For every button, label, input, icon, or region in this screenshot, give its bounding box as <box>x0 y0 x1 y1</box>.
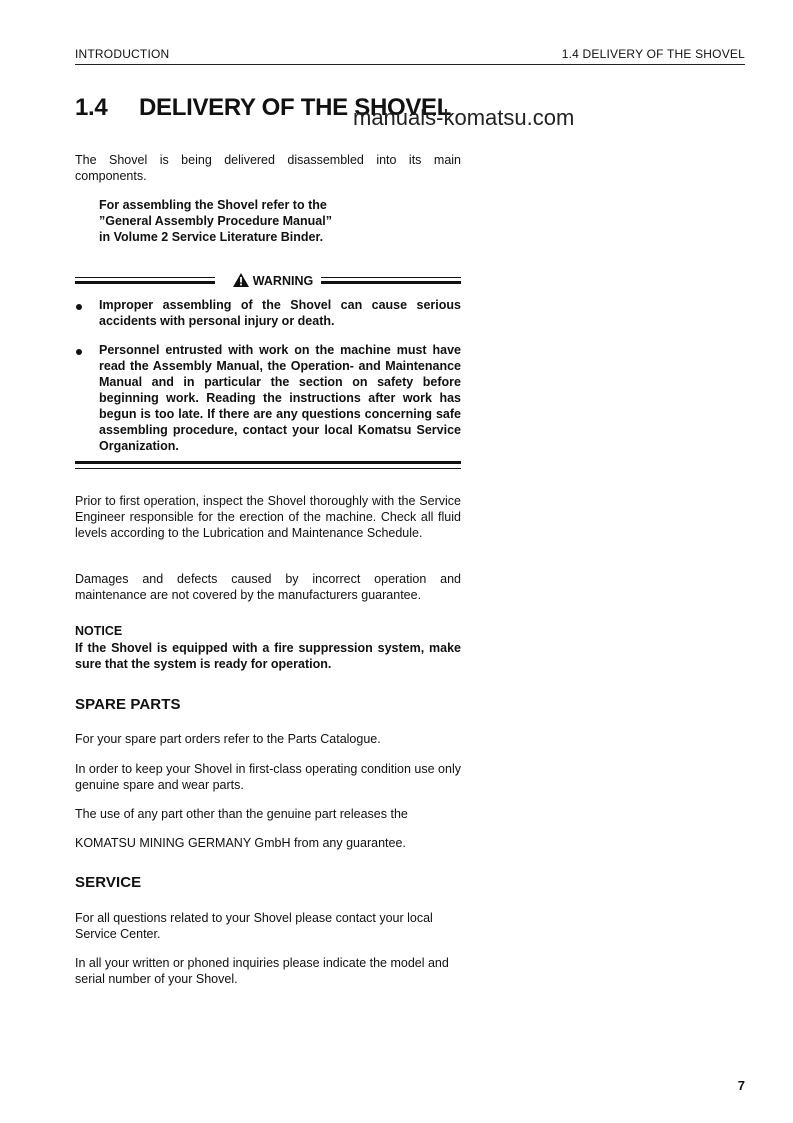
warning-rule <box>75 277 215 278</box>
warning-item: Personnel entrusted with work on the machine must have read the Assembly Manual, the Operation- and Maintenance Manual and in particular the section on safety before beginning work. Reading the instructions after work has begun is too late. If there are any questions concerning safe assembling procedure, contact your local Komatsu Service Organization. <box>99 343 461 453</box>
watermark: manuals-komatsu.com <box>353 105 575 130</box>
spare-parts-paragraph: KOMATSU MINING GERMANY GmbH from any guarantee. <box>75 836 406 850</box>
service-paragraph: For all questions related to your Shovel please contact your local Service Center. <box>75 911 433 941</box>
warning-item: Improper assembling of the Shovel can cause serious accidents with personal injury or death. <box>99 298 461 328</box>
spare-parts-paragraph: The use of any part other than the genuine part releases the <box>75 807 408 821</box>
warning-label: WARNING <box>225 273 321 288</box>
service-heading: SERVICE <box>75 874 142 891</box>
spare-parts-heading: SPARE PARTS <box>75 696 181 713</box>
bullet-icon <box>76 304 82 310</box>
title-text: DELIVERY OF THE SHOVEL <box>139 94 452 121</box>
warning-rule <box>321 277 461 278</box>
assembly-note-line: For assembling the Shovel refer to the <box>99 198 327 212</box>
notice-text: If the Shovel is equipped with a fire suppression system, make sure that the system is ready for operation. <box>75 641 461 671</box>
page-number: 7 <box>737 1078 745 1093</box>
bullet-icon <box>76 349 82 355</box>
service-paragraph: In all your written or phoned inquiries please indicate the model and serial number of your Shovel. <box>75 956 449 986</box>
assembly-note-line: in Volume 2 Service Literature Binder. <box>99 230 324 244</box>
assembly-note <box>99 197 461 245</box>
damages-paragraph: Damages and defects caused by incorrect operation and maintenance are not covered by the manufacturers guarantee. <box>75 572 461 602</box>
warning-rule <box>75 461 461 464</box>
warning-rule <box>321 281 461 284</box>
warning-rule <box>75 281 215 284</box>
spare-parts-paragraph: In order to keep your Shovel in first-class operating condition use only genuine spare and wear parts. <box>75 762 461 792</box>
spare-parts-paragraph: For your spare part orders refer to the Parts Catalogue. <box>75 732 381 746</box>
header-rule <box>75 64 745 65</box>
header-chapter-label: 1.4 DELIVERY OF THE SHOVEL <box>561 47 745 61</box>
header-section-label: INTRODUCTION <box>75 47 170 61</box>
first-operation-paragraph: Prior to first operation, inspect the Shovel thoroughly with the Service Engineer responsible for the erection of the machine. Check all fluid levels according to the Lubrication and Maintenance Schedule. <box>75 494 461 540</box>
notice-heading: NOTICE <box>75 624 123 638</box>
assembly-note-line: ”General Assembly Procedure Manual” <box>99 214 332 228</box>
warning-rule <box>75 468 461 469</box>
intro-paragraph: The Shovel is being delivered disassembled into its main components. <box>75 153 461 183</box>
warning-triangle-icon <box>233 274 253 288</box>
title-number: 1.4 <box>75 94 108 121</box>
